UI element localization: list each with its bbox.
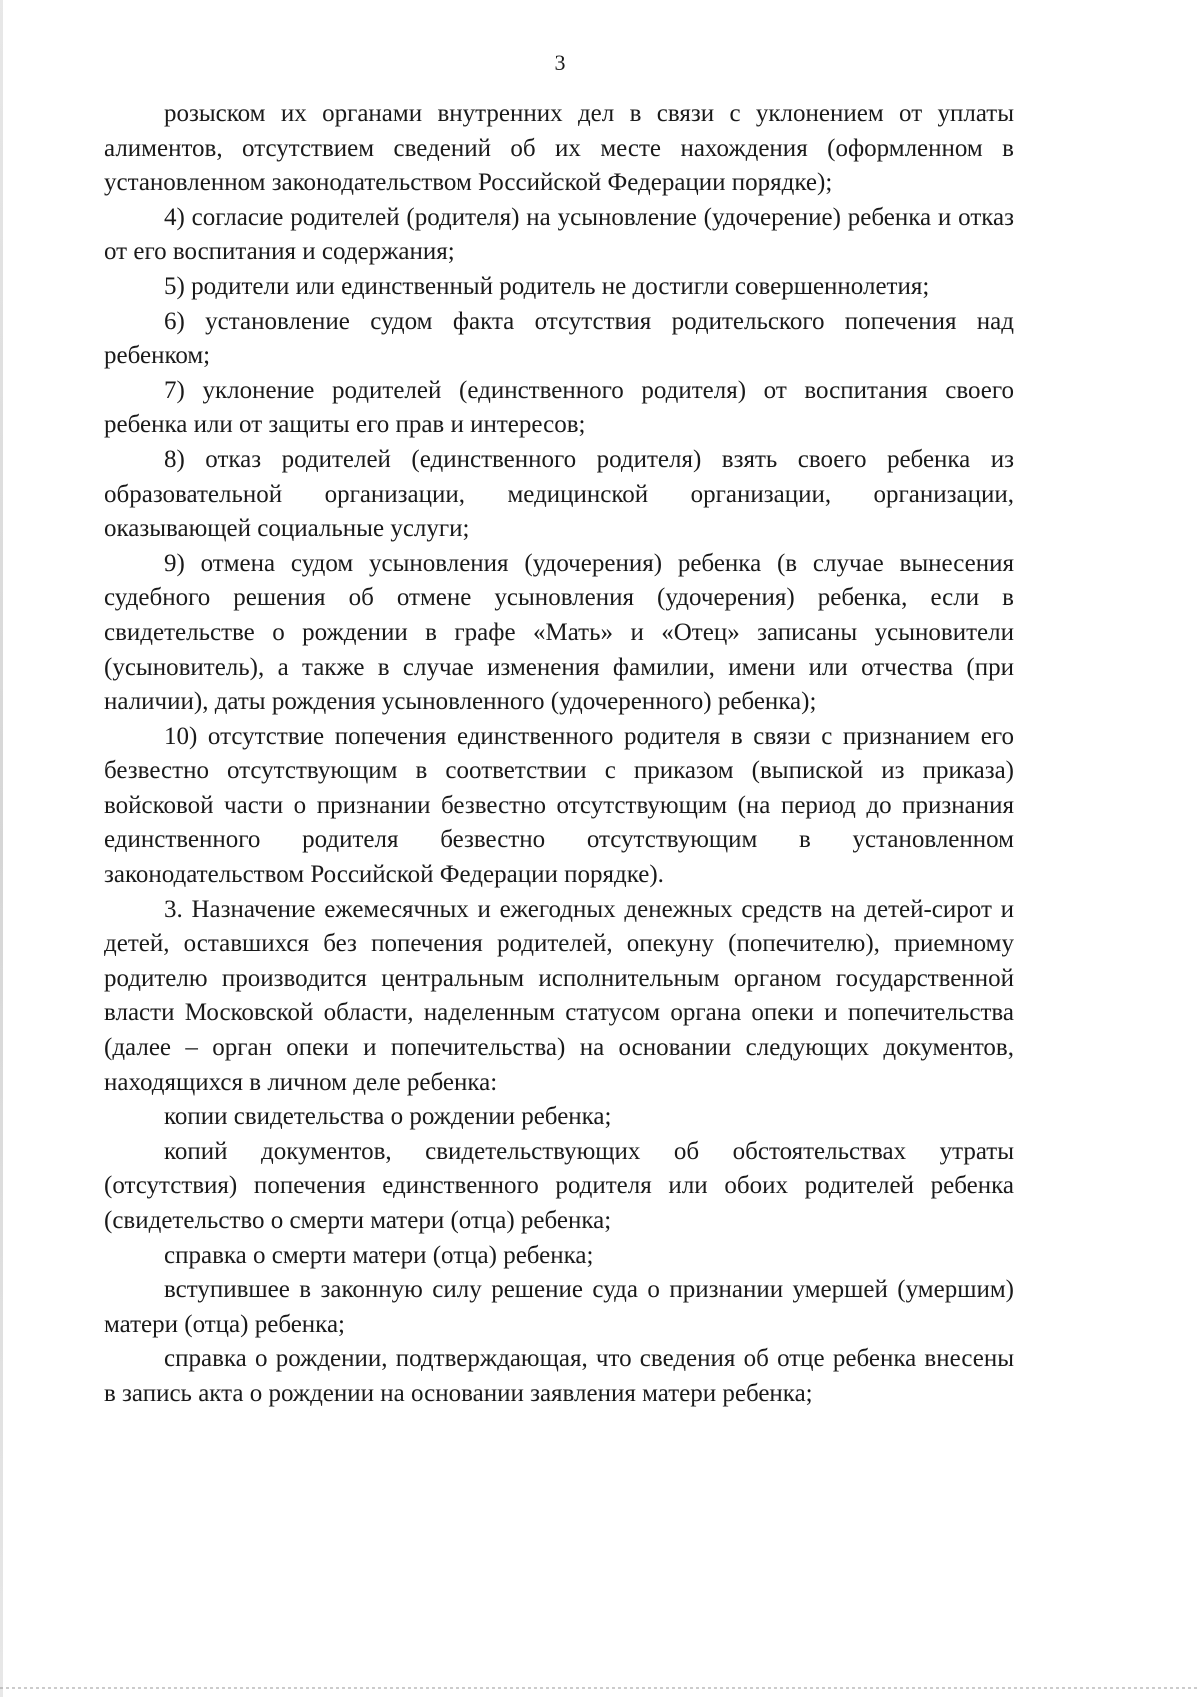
page-number: 3 (554, 50, 566, 75)
document-body (104, 97, 1014, 1412)
document-list-item-5: справка о рождении, подтверждающая, что сведения об отце ребенка внесены в запись акта о рождении на основании заявления матери ребенка; (104, 1345, 1014, 1407)
document-list-item-2: копий документов, свидетельствующих об обстоятельствах утраты (отсутствия) попечения единственного родителя или обоих родителей ребенка (свидетельство о смерти матери (отца) ребенка; (104, 1137, 1014, 1234)
document-list-item-1: копии свидетельства о рождении ребенка; (164, 1103, 612, 1131)
scan-edge-bottom (0, 1687, 1200, 1689)
list-item-7: 7) уклонение родителей (единственного родителя) от воспитания своего ребенка или от защиты его прав и интересов; (104, 376, 1014, 439)
list-item-9: 9) отмена судом усыновления (удочерения) ребенка (в случае вынесения судебного решения об отмене усыновления (удочерения) ребенка, если в свидетельстве о рождении в графе «Мать» и «Отец» записаны усыновители (усыновитель), а также в случае изменения фамилии, имени или отчества (при наличии), даты рождения усыновленного (удочеренного) ребенка); (104, 549, 1014, 716)
scan-edge-left (0, 0, 3, 1697)
document-list-item-4: вступившее в законную силу решение суда о признании умершей (умершим) матери (отца) ребенка; (104, 1276, 1014, 1338)
paragraph-continuation: розыском их органами внутренних дел в связи с уклонением от уплаты алиментов, отсутствием сведений об их месте нахождения (оформленном в установленном законодательством Российской Федерации порядке); (104, 100, 1014, 197)
list-item-8: 8) отказ родителей (единственного родителя) взять своего ребенка из образовательной организации, медицинской организации, организации, оказывающей социальные услуги; (104, 445, 1014, 543)
list-item-5: 5) родители или единственный родитель не достигли совершеннолетия; (164, 272, 930, 300)
section-3-paragraph: 3. Назначение ежемесячных и ежегодных денежных средств на детей-сирот и детей, оставшихся без попечения родителей, опекуну (попечителю), приемному родителю производится центральным исполнительным органом государственной власти Московской области, наделенным статусом органа опеки и попечительства (далее – орган опеки и попечительства) на основании следующих документов, находящихся в личном деле ребенка: (104, 895, 1014, 1096)
list-item-4: 4) согласие родителей (родителя) на усыновление (удочерение) ребенка и отказ от его воспитания и содержания; (104, 203, 1014, 266)
list-item-6: 6) установление судом факта отсутствия родительского попечения над ребенком; (104, 307, 1014, 370)
list-item-10: 10) отсутствие попечения единственного родителя в связи с признанием его безвестно отсутствующим в соответствии с приказом (выпиской из приказа) войсковой части о признании безвестно отсутствующим (на период до признания единственного родителя безвестно отсутствующим в установленном законодательством Российской Федерации порядке). (104, 722, 1014, 889)
document-list-item-3: справка о смерти матери (отца) ребенка; (164, 1241, 594, 1269)
